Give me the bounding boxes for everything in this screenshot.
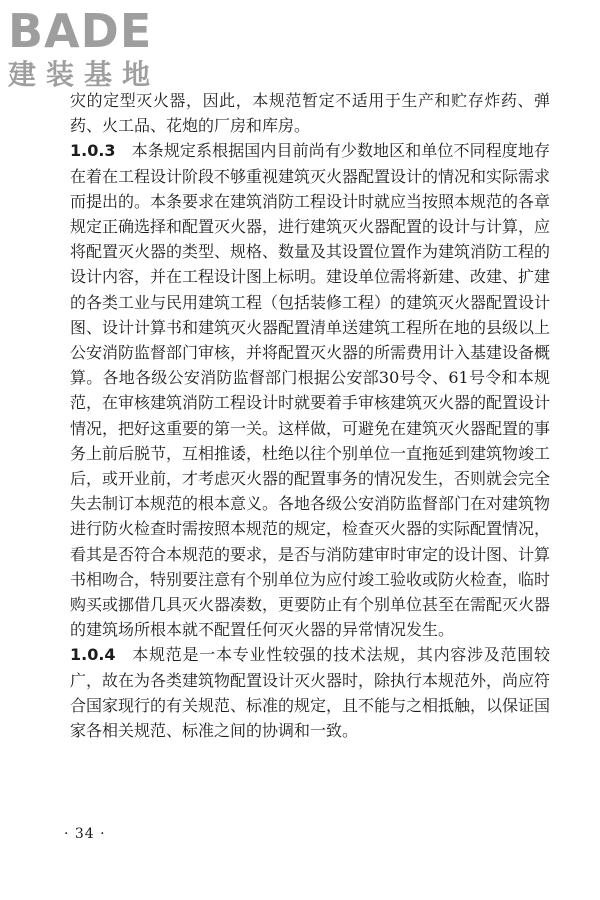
paragraph-text: 灾的定型灭火器，因此，本规范暂定不适用于生产和贮存炸药、弹药、火工品、花炮的厂房和库房。 (70, 91, 550, 136)
brand-watermark (8, 6, 160, 92)
section-number: 1.0.4 (70, 645, 116, 665)
watermark-latin-text: BADE (8, 4, 153, 58)
section-number: 1.0.3 (70, 141, 116, 161)
body-text (70, 88, 550, 743)
paragraph-1-0-4 (70, 642, 550, 743)
paragraph-continuation (70, 88, 550, 138)
paragraph-text: 本条规定系根据国内目前尚有少数地区和单位不同程度地存在着在工程设计阶段不够重视建筑灭火器配置设计的情况和实际需求而提出的。本条要求在建筑消防工程设计时就应当按照本规范的各章规定正确选择和配置灭火器，进行建筑灭火器配置的设计与计算，应将配置灭火器的类型、规格、数量及其设置位置作为建筑消防工程的设计内容，并在工程设计图上标明。建设单位需将新建、改建、扩建的各类工业与民用建筑工程（包括装修工程）的建筑灭火器配置设计图、设计计算书和建筑灭火器配置清单送建筑工程所在地的县级以上公安消防监督部门审核，并将配置灭火器的所需费用计入基建设备概算。各地各级公安消防监督部门根据公安部30号令、61号令和本规范，在审核建筑消防工程设计时就要着手审核建筑灭火器的配置设计情况，把好这重要的第一关。这样做，可避免在建筑灭火器配置的事务上前后脱节，互相推诿，杜绝以往个别单位一直拖延到建筑物竣工后，或开业前，才考虑灭火器的配置事务的情况发生，否则就会完全失去制订本规范的根本意义。各地各级公安消防监督部门在对建筑物进行防火检查时需按照本规范的规定，检查灭火器的实际配置情况，看其是否符合本规范的要求，是否与消防建审时审定的设计图、计算书相吻合，特别要注意有个别单位为应付竣工验收或防火检查，临时购买或挪借几具灭火器凑数，更要防止有个别单位甚至在需配灭火器的建筑场所根本就不配置任何灭火器的异常情况发生。 (70, 141, 551, 640)
page-number: · 34 · (64, 826, 106, 842)
paragraph-text: 本规范是一本专业性较强的技术法规，其内容涉及范围较广，故在为各类建筑物配置设计灭火器时，除执行本规范外，尚应符合国家现行的有关规范、标准的规定，且不能与之相抵触，以保证国家各相关规范、标准之间的协调和一致。 (70, 645, 551, 741)
watermark-chinese-text: 建装基地 (8, 58, 161, 91)
paragraph-1-0-3 (70, 138, 550, 642)
